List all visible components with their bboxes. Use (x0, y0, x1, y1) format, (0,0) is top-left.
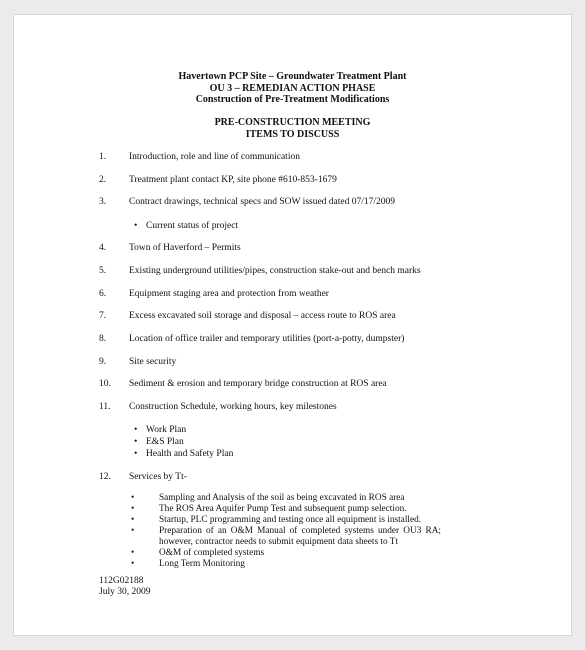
item-text: Site security (129, 357, 177, 367)
item-number: 6. (99, 289, 107, 299)
item-text: Services by Tt- (129, 472, 187, 482)
document-page (13, 14, 572, 636)
item-text: Existing underground utilities/pipes, construction stake-out and bench marks (129, 266, 421, 276)
item-text: Introduction, role and line of communication (129, 152, 300, 162)
bullet-icon: • (131, 504, 135, 514)
service-bullet (131, 504, 441, 515)
item-number: 5. (99, 266, 107, 276)
bullet-icon: • (131, 515, 135, 525)
bullet-text: Long Term Monitoring (159, 559, 245, 569)
bullet-text: Work Plan (146, 425, 187, 435)
bullet-text: Current status of project (146, 221, 239, 231)
item-number: 2. (99, 175, 107, 185)
item-number: 1. (99, 152, 107, 162)
document-footer (99, 576, 150, 598)
meeting-subtitle: ITEMS TO DISCUSS (245, 128, 340, 140)
document-header (14, 71, 571, 106)
item-text: Location of office trailer and temporary utilities (port-a-potty, dumpster) (129, 334, 405, 344)
item-text: Town of Haverford – Permits (129, 243, 241, 253)
bullet-icon: • (134, 449, 138, 459)
item-number: 3. (99, 197, 107, 207)
bullet-text: Sampling and Analysis of the soil as being excavated in ROS area (159, 493, 405, 503)
item-text: Treatment plant contact KP, site phone #610-853-1679 (129, 175, 337, 185)
item-text: Contract drawings, technical specs and SOW issued dated 07/17/2009 (129, 197, 396, 207)
bullet-icon: • (131, 493, 135, 503)
meeting-title: PRE-CONSTRUCTION MEETING (214, 117, 371, 128)
bullet-icon: • (131, 548, 135, 558)
service-bullet (131, 515, 441, 526)
item-number: 10. (99, 379, 111, 389)
bullet-icon: • (134, 221, 138, 231)
bullet-icon: • (131, 526, 135, 536)
meeting-heading (14, 117, 571, 140)
item-number: 12. (99, 472, 111, 482)
header-phase: OU 3 – REMEDIAN ACTION PHASE (209, 82, 376, 94)
item-text: Sediment & erosion and temporary bridge construction at ROS area (129, 379, 387, 389)
service-bullet (131, 548, 441, 559)
service-bullet (131, 559, 441, 570)
bullet-icon: • (134, 437, 138, 447)
document-id: 112G02188 (99, 576, 144, 586)
item-number: 4. (99, 243, 107, 253)
bullet-text: O&M of completed systems (159, 548, 265, 558)
header-site-title: Havertown PCP Site – Groundwater Treatment Plant (178, 71, 407, 82)
bullet-icon: • (131, 559, 135, 569)
bullet-text: E&S Plan (146, 437, 184, 447)
document-date: July 30, 2009 (99, 587, 151, 597)
header-project: Construction of Pre-Treatment Modifications (195, 94, 390, 105)
bullet-text: Health and Safety Plan (146, 449, 234, 459)
bullet-icon: • (134, 425, 138, 435)
service-bullet (131, 526, 441, 548)
item-text: Excess excavated soil storage and disposal – access route to ROS area (129, 311, 396, 321)
item-text: Construction Schedule, working hours, key milestones (129, 402, 337, 412)
item-number: 8. (99, 334, 107, 344)
item-number: 9. (99, 357, 107, 367)
bullet-text: Startup, PLC programming and testing once all equipment is installed. (159, 515, 422, 525)
service-bullet (131, 493, 441, 504)
bullet-text: The ROS Area Aquifer Pump Test and subsequent pump selection. (159, 504, 407, 514)
bullet-text: Preparation of an O&M Manual of completed systems under OU3 RA; however, contractor needs to submit equipment data sheets to Tt (159, 526, 441, 547)
item-number: 11. (99, 402, 111, 412)
item-number: 7. (99, 311, 107, 321)
item-text: Equipment staging area and protection from weather (129, 289, 329, 299)
